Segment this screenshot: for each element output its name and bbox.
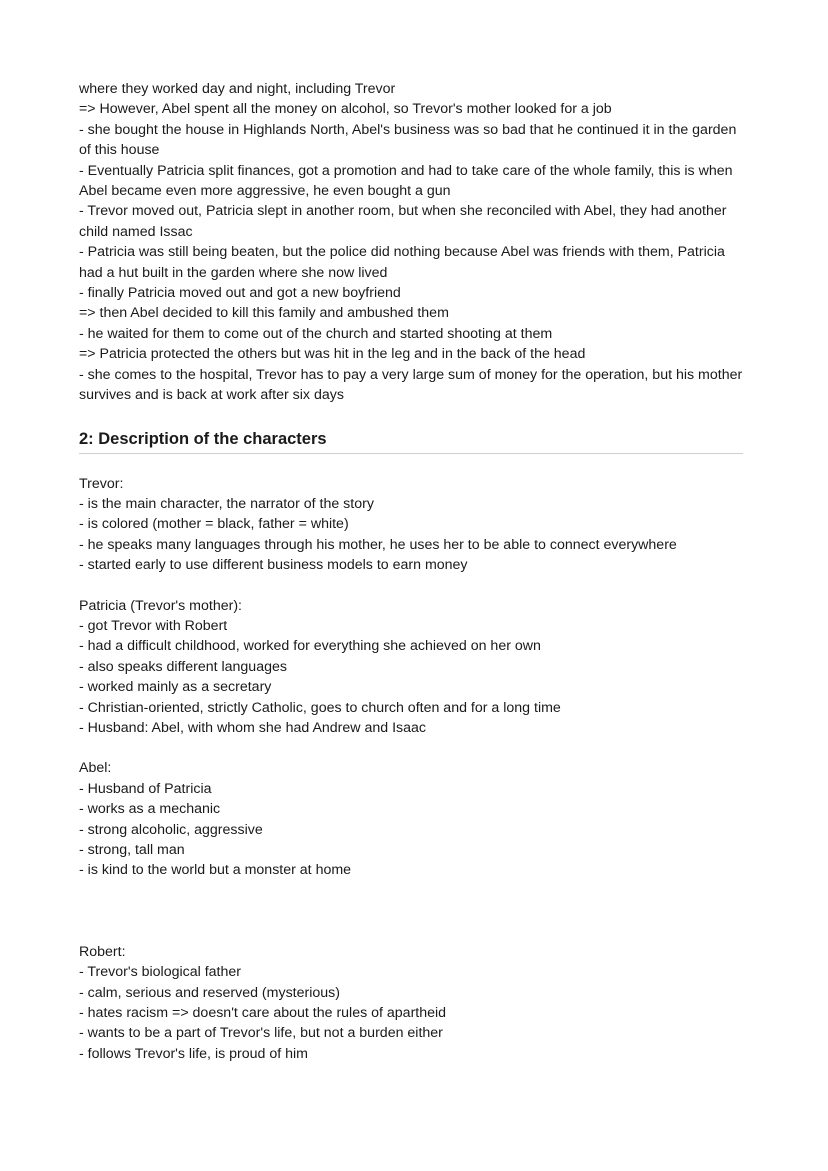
text-line: - he waited for them to come out of the church and started shooting at them: [79, 325, 553, 342]
section-heading: 2: Description of the characters: [79, 428, 743, 454]
trait-item: - started early to use different business models to earn money: [79, 557, 468, 574]
character-trevor: [79, 474, 743, 576]
text-line: => Patricia protected the others but was hit in the leg and in the back of the head: [79, 346, 586, 363]
trait-item: - is the main character, the narrator of the story: [79, 495, 374, 512]
trait-item: - hates racism => doesn't care about the rules of apartheid: [79, 1005, 447, 1022]
character-name: Trevor:: [79, 475, 124, 492]
character-name: Patricia (Trevor's mother):: [79, 597, 243, 614]
trait-item: - worked mainly as a secretary: [79, 679, 272, 696]
trait-item: - wants to be a part of Trevor's life, but not a burden either: [79, 1025, 443, 1042]
character-name: Abel:: [79, 760, 112, 777]
intro-paragraph: [79, 79, 743, 406]
trait-item: - Husband of Patricia: [79, 780, 212, 797]
text-line: - Trevor moved out, Patricia slept in another room, but when she reconciled with Abel, they had another child named Issac: [79, 203, 727, 240]
trait-item: - Christian-oriented, strictly Catholic, goes to church often and for a long time: [79, 699, 561, 716]
trait-item: - had a difficult childhood, worked for everything she achieved on her own: [79, 638, 541, 655]
trait-item: - he speaks many languages through his mother, he uses her to be able to connect everywhere: [79, 536, 677, 553]
trait-item: - is colored (mother = black, father = white): [79, 516, 349, 533]
document-page: [79, 79, 743, 1064]
text-line: - Patricia was still being beaten, but the police did nothing because Abel was friends with them, Patricia had a hut built in the garden where she now lived: [79, 244, 725, 281]
text-line: - she bought the house in Highlands North, Abel's business was so bad that he continued it in the garden of this house: [79, 121, 737, 159]
trait-item: - also speaks different languages: [79, 658, 287, 675]
trait-item: - got Trevor with Robert: [79, 617, 228, 634]
trait-item: - Husband: Abel, with whom she had Andrew and Isaac: [79, 719, 427, 736]
trait-item: - strong alcoholic, aggressive: [79, 821, 263, 838]
character-name: Robert:: [79, 943, 126, 960]
trait-item: - Trevor's biological father: [79, 964, 241, 981]
trait-item: - follows Trevor's life, is proud of him: [79, 1045, 308, 1062]
text-line: - finally Patricia moved out and got a new boyfriend: [79, 285, 401, 302]
text-line: => then Abel decided to kill this family and ambushed them: [79, 305, 449, 322]
trait-item: - strong, tall man: [79, 842, 185, 858]
trait-item: - works as a mechanic: [79, 801, 221, 818]
character-patricia: [79, 596, 743, 739]
text-line: where they worked day and night, including Trevor: [79, 81, 396, 97]
trait-item: - is kind to the world but a monster at home: [79, 862, 352, 879]
character-robert: [79, 942, 743, 1064]
character-abel: [79, 758, 743, 880]
trait-item: - calm, serious and reserved (mysterious): [79, 984, 340, 1001]
text-line: - Eventually Patricia split finances, got a promotion and had to take care of the whole family, this is when Abel became even more aggressive, he even bought a gun: [79, 162, 733, 200]
text-line: - she comes to the hospital, Trevor has to pay a very large sum of money for the operation, but his mother survives and is back at work after six days: [79, 366, 743, 404]
text-line: => However, Abel spent all the money on alcohol, so Trevor's mother looked for a job: [79, 101, 612, 118]
